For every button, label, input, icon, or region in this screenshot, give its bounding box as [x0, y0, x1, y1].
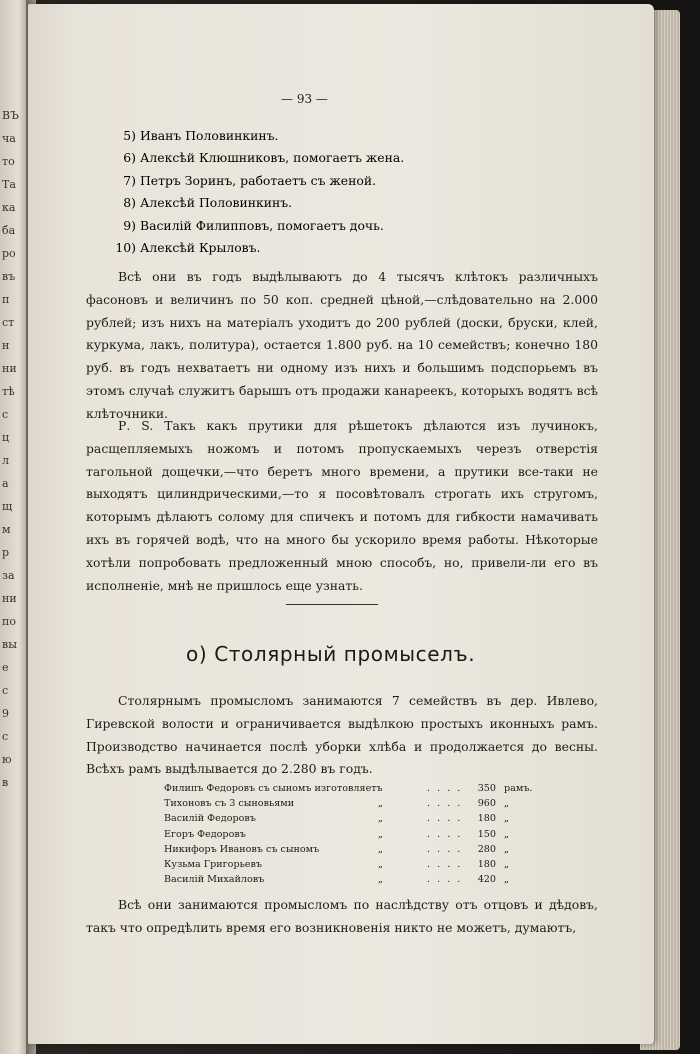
- left-page-text-fragment: ю: [2, 753, 12, 766]
- table-cell-quantity: 150: [477, 828, 496, 840]
- left-page-text-fragment: въ: [2, 270, 16, 283]
- workers-list: [115, 125, 405, 259]
- list-item-text: Петръ Зоринъ, работаетъ съ женой.: [140, 172, 377, 188]
- list-item: [115, 237, 404, 259]
- table-cell-unit: „: [504, 858, 509, 870]
- left-page-text-fragment: ни: [2, 362, 17, 375]
- left-page-text-fragment: а: [2, 477, 9, 490]
- table-cell-name: Василій Федоровъ: [164, 813, 256, 825]
- left-page-text-fragment: ни: [2, 592, 17, 605]
- left-page-text-fragment: н: [2, 339, 10, 352]
- table-cell-quantity: 180: [477, 858, 496, 870]
- list-item-number: 8): [123, 195, 136, 211]
- table-cell-quantity: 280: [477, 843, 496, 855]
- table-cell-quantity: 180: [477, 813, 496, 825]
- table-cell-dots: . . . .: [427, 798, 463, 810]
- left-page-text-fragment: за: [2, 569, 15, 582]
- table-cell-unit: „: [504, 828, 509, 840]
- list-item: [123, 147, 405, 169]
- table-cell-quantity: 960: [477, 798, 496, 810]
- left-page-text-fragment: ц: [2, 431, 10, 444]
- table-cell-dots: . . . .: [427, 783, 463, 794]
- list-item: [123, 215, 404, 237]
- table-cell-name: Василій Михайловъ: [164, 874, 265, 886]
- table-cell-name: Никифоръ Ивановъ съ сыномъ: [164, 843, 320, 855]
- table-cell-name: Кузьма Григорьевъ: [164, 858, 262, 870]
- paragraph-1: Всѣ они въ годъ выдѣлываютъ до 4 тысячъ клѣтокъ различныхъ фасоновъ и величинъ по 50 коп. средней цѣной,—слѣдовательно на 2.000 рублей; изъ нихъ на матеріалъ уходитъ до 200 рублей (доски, бруски, клей, куркума, лакъ, политура), остается 1.800 руб. на 10 семействъ; конечно 180 руб. въ годъ нехватаетъ ни одному изъ нихъ и большимъ подспорьемъ въ этомъ случаѣ служитъ барышъ отъ продажи канареекъ, которыхъ водятъ всѣ клѣточники.: [86, 269, 598, 421]
- table-cell-name: Филипъ Федоровъ съ сыномъ изготовляетъ: [164, 783, 383, 794]
- left-page-text-fragment: по: [2, 615, 16, 628]
- list-item: [123, 170, 404, 192]
- left-page-text-fragment: ка: [2, 201, 16, 214]
- left-page-text-fragment: в: [2, 776, 9, 789]
- left-page-text-fragment: л: [2, 454, 9, 467]
- table-cell-unit: рамъ.: [504, 783, 533, 794]
- left-page-text-fragment: р: [2, 546, 10, 559]
- list-item-number: 10): [115, 239, 136, 255]
- left-page-text-fragment: ча: [2, 132, 16, 145]
- left-page-text-fragment: вы: [2, 638, 17, 651]
- table-cell-quantity: 350: [477, 783, 496, 794]
- table-cell-ditto: „: [378, 813, 383, 825]
- table-cell-unit: „: [504, 798, 509, 810]
- list-item-number: 5): [123, 128, 136, 143]
- list-item-number: 7): [123, 172, 136, 188]
- table-cell-dots: . . . .: [427, 874, 463, 886]
- book-page: [28, 4, 654, 1044]
- left-page-text-fragment: с: [2, 684, 9, 697]
- list-item-text: Василій Филипповъ, помогаетъ дочь.: [140, 217, 384, 233]
- paragraph-4: Всѣ они занимаются промысломъ по наслѣдству отъ отцовъ и дѣдовъ, такъ что опредѣлить время его возникновенія никто не можетъ, думаютъ,: [86, 897, 598, 935]
- table-cell-ditto: „: [378, 843, 383, 855]
- list-item-number: 6): [123, 150, 136, 166]
- table-cell-unit: „: [504, 813, 509, 825]
- table-cell-dots: . . . .: [427, 828, 463, 840]
- left-page-text-fragment: п: [2, 293, 10, 306]
- left-page-text-fragment: щ: [2, 500, 13, 513]
- left-page-text-fragment: то: [2, 155, 15, 168]
- left-page-text-fragment: ВЪ: [2, 109, 19, 122]
- table-cell-name: Тихоновъ съ 3 сыновьями: [164, 798, 295, 810]
- left-page-text-fragment: ро: [2, 247, 16, 260]
- table-cell-dots: . . . .: [427, 813, 463, 825]
- list-item-text: Алексѣй Клюшниковъ, помогаетъ жена.: [140, 150, 405, 166]
- page-number: — 93 —: [281, 92, 328, 106]
- table-cell-ditto: „: [378, 874, 383, 886]
- table-cell-ditto: „: [378, 828, 383, 840]
- table-cell-unit: „: [504, 874, 509, 886]
- left-page-text-fragment: ба: [2, 224, 16, 237]
- list-item: [123, 192, 404, 214]
- list-item: [123, 125, 404, 147]
- table-cell-unit: „: [504, 843, 509, 855]
- left-page-text-fragment: ст: [2, 316, 15, 329]
- list-item-text: Алексѣй Половинкинъ.: [140, 195, 293, 211]
- left-page-text-fragment: м: [2, 523, 11, 536]
- paragraph-2: Р. S. Такъ какъ прутики для рѣшетокъ дѣлаются изъ лучинокъ, расщепляемыхъ ножомъ и потомъ пропускаемыхъ черезъ отверстія тагольной дощечки,—что беретъ много времени, а прутики все-таки не выходятъ цилиндрическими,—то я посовѣтовалъ строгать ихъ стругомъ, которымъ дѣлаютъ солому для спичекъ и потомъ для гибкости намачивать ихъ въ горячей водѣ, что на много бы ускорило время работы. Нѣкоторые хотѣли попробовать предложенный мною способъ, но, привели-ли его въ исполненіе, мнѣ не пришлось еще узнать.: [86, 418, 598, 593]
- table-cell-quantity: 420: [477, 874, 496, 886]
- left-page-text-fragment: Та: [2, 178, 16, 191]
- table-cell-ditto: „: [378, 858, 383, 870]
- section-heading: о) Столярный промыселъ.: [186, 642, 476, 666]
- left-page-text-fragment: тѣ: [2, 385, 15, 398]
- list-item-number: 9): [123, 217, 136, 233]
- left-page-text-fragment: 9: [2, 707, 9, 720]
- table-cell-ditto: „: [378, 798, 383, 810]
- table-cell-dots: . . . .: [427, 843, 463, 855]
- left-page-edge: [0, 0, 26, 1054]
- table-cell-name: Егоръ Федоровъ: [164, 828, 246, 840]
- left-page-text-fragment: с: [2, 408, 9, 421]
- left-page-text-fragment: с: [2, 730, 9, 743]
- paragraph-3: Столярнымъ промысломъ занимаются 7 семействъ въ дер. Ивлево, Гиревской волости и ограничивается выдѣлкою простыхъ иконныхъ рамъ. Производство начинается послѣ уборки хлѣба и продолжается до весны. Всѣхъ рамъ выдѣлывается до 2.280 въ годъ.: [86, 693, 598, 777]
- table-cell-dots: . . . .: [427, 858, 463, 870]
- list-item-text: Иванъ Половинкинъ.: [140, 128, 279, 143]
- left-page-text-fragment: е: [2, 661, 9, 674]
- list-item-text: Алексѣй Крыловъ.: [140, 239, 261, 255]
- section-divider: [286, 604, 378, 605]
